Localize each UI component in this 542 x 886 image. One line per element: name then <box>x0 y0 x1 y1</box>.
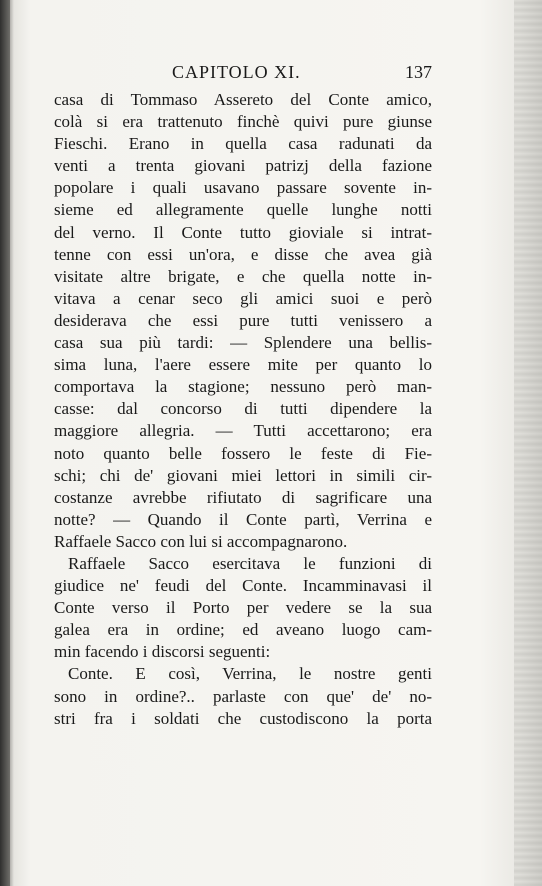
text-line: desiderava che essi pure tutti venissero a <box>54 310 432 330</box>
text-line: schi; chi de' giovani miei lettori in simili cir- <box>54 465 432 485</box>
text-line: Fieschi. Erano in quella casa radunati da <box>54 134 432 154</box>
text-line: vitava a cenar seco gli amici suoi e però <box>54 288 432 308</box>
page-edge-shadow <box>514 0 542 886</box>
text-line: del verno. Il Conte tutto gioviale si intrat- <box>54 222 432 242</box>
text-line: sieme ed allegramente quelle lunghe notti <box>54 200 432 220</box>
text-line: popolare i quali usavano passare sovente in- <box>54 178 432 198</box>
text-line: venti a trenta giovani patrizj della fazione <box>54 156 432 176</box>
body-text <box>54 89 432 730</box>
paragraph-start-line: Conte. E così, Verrina, le nostre genti <box>68 664 432 684</box>
paragraph-start-line: Raffaele Sacco esercitava le funzioni di <box>68 553 432 573</box>
text-line: noto quanto belle fossero le feste di Fie- <box>54 443 432 463</box>
page-number: 137 <box>405 62 432 82</box>
text-line: maggiore allegria. — Tutti accettarono; era <box>54 421 432 441</box>
text-line: casa di Tommaso Assereto del Conte amico, <box>54 90 432 109</box>
text-line: sono in ordine?.. parlaste con que' de' no- <box>54 686 432 706</box>
text-line: visitate altre brigate, e che quella notte in- <box>54 266 432 286</box>
text-line: casa sua più tardi: — Splendere una bellis- <box>54 333 432 353</box>
text-line: Conte verso il Porto per vedere se la sua <box>54 598 432 618</box>
text-line: colà si era trattenuto finchè quivi pure giunse <box>54 112 432 132</box>
text-line: sima luna, l'aere essere mite per quanto lo <box>54 355 432 375</box>
text-line: Raffaele Sacco con lui si accompagnarono. <box>54 531 348 551</box>
text-line: casse: dal concorso di tutti dipendere la <box>54 399 432 419</box>
text-line: galea era in ordine; ed aveano luogo cam- <box>54 620 432 640</box>
book-spine-shadow <box>0 0 10 886</box>
text-line: tenne con essi un'ora, e disse che avea già <box>54 244 432 264</box>
text-line: stri fra i soldati che custodiscono la porta <box>54 708 432 728</box>
text-line: comportava la stagione; nessuno però man- <box>54 377 432 397</box>
text-line: costanze avrebbe rifiutato di sagrificare una <box>54 487 432 507</box>
page-header <box>54 62 432 86</box>
running-head: CAPITOLO XI. <box>172 62 301 82</box>
text-line: notte? — Quando il Conte partì, Verrina e <box>54 509 432 529</box>
text-line: min facendo i discorsi seguenti: <box>54 642 271 662</box>
text-line: giudice ne' feudi del Conte. Incamminavasi il <box>54 576 432 596</box>
